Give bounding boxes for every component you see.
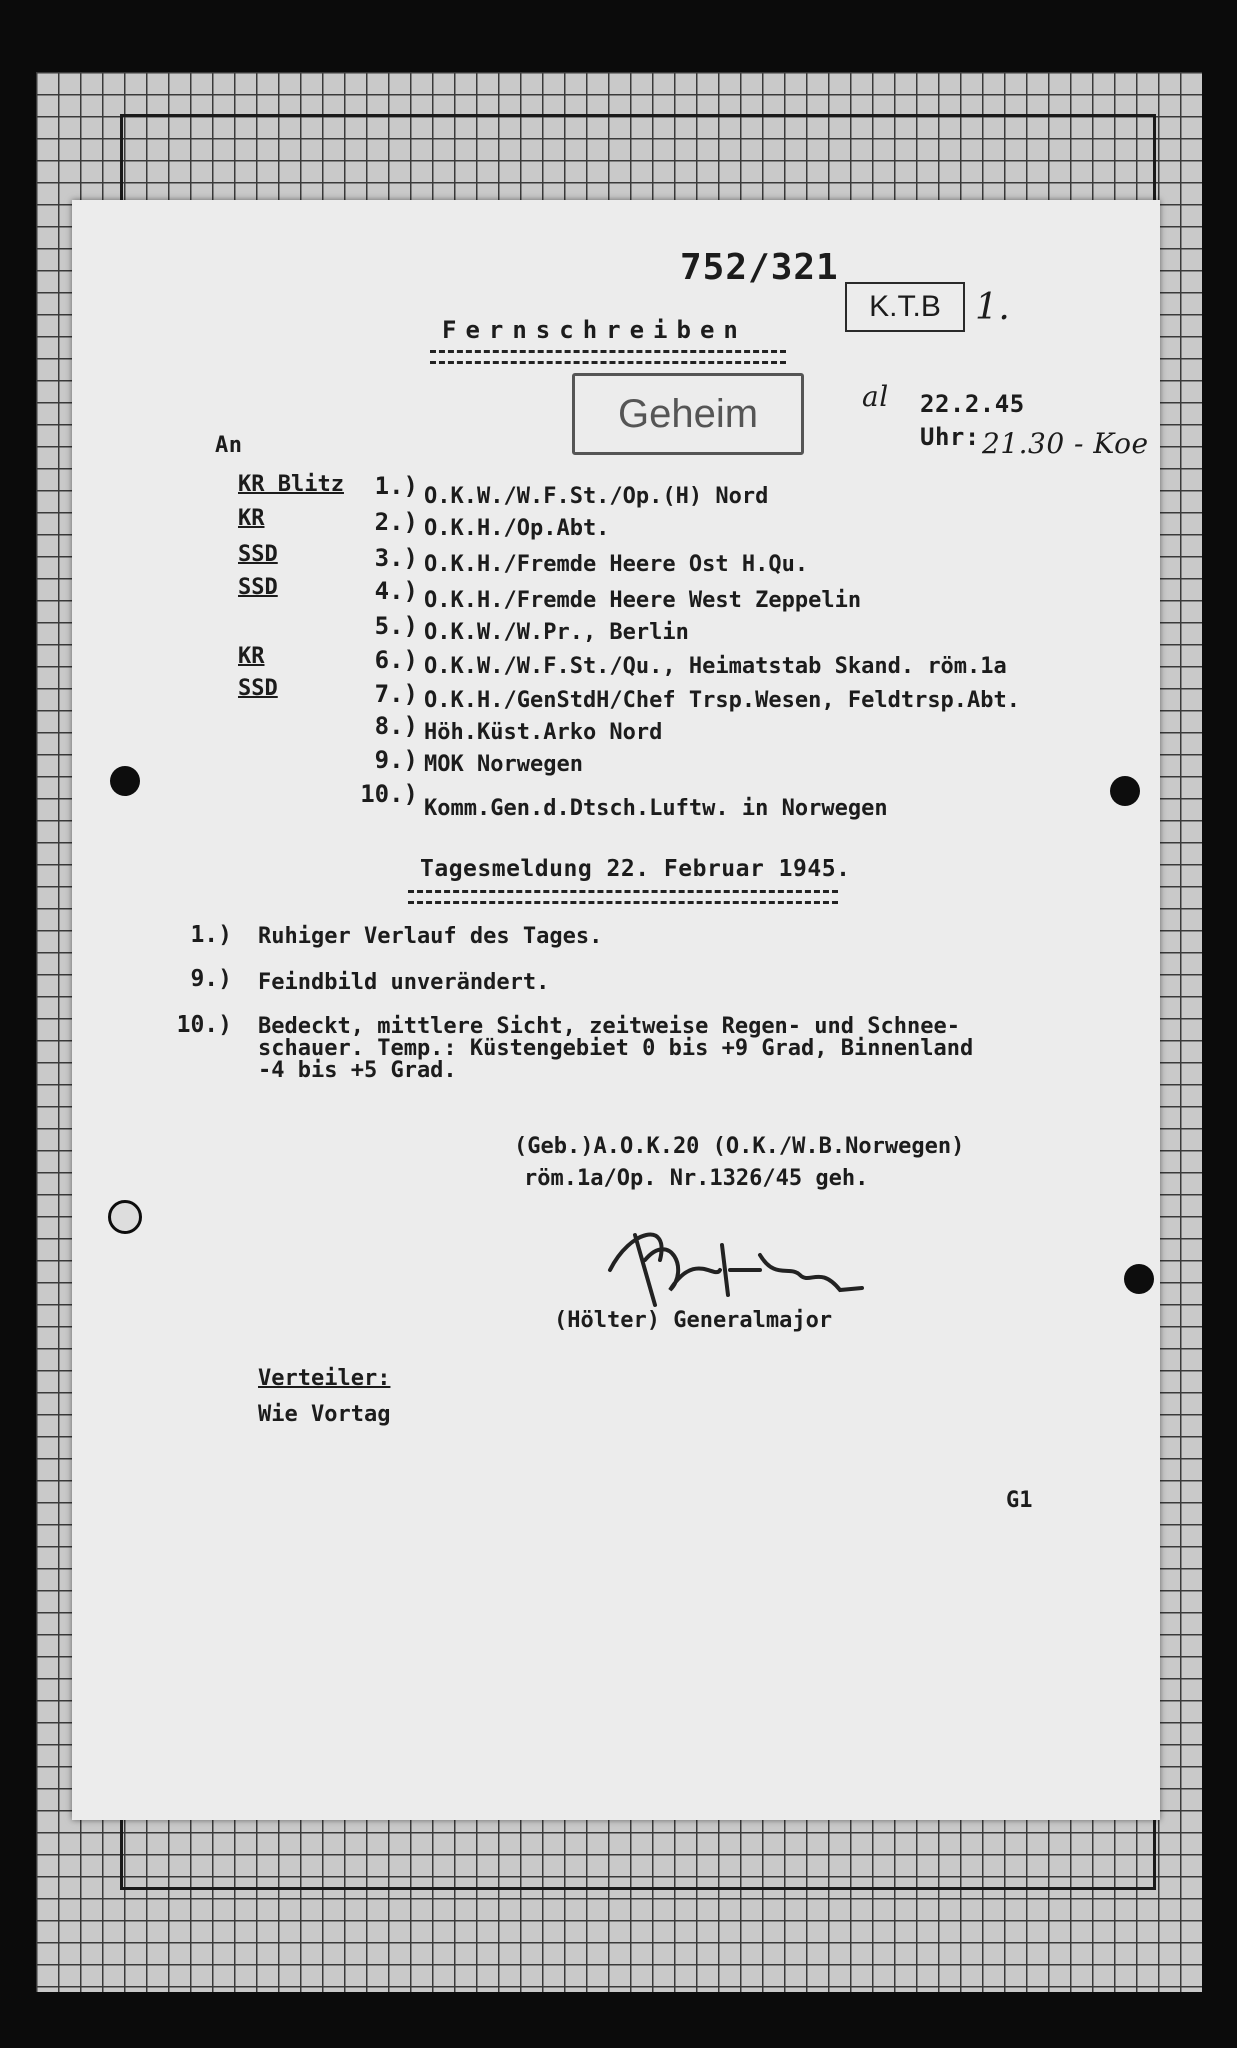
- punch-hole: [110, 766, 140, 796]
- report-item-number: 1.): [190, 922, 232, 948]
- sender-reference: röm.1a/Op. Nr.1326/45 geh.: [524, 1166, 869, 1191]
- title-underline: [430, 350, 786, 364]
- report-item-number: 9.): [190, 966, 232, 992]
- recipient-number: 3.): [374, 544, 418, 572]
- distribution-value: Wie Vortag: [258, 1402, 391, 1427]
- punch-hole: [108, 1200, 142, 1234]
- recipient-priority: SSD: [238, 575, 278, 600]
- time-handwritten: 21.30 - Koe: [982, 427, 1149, 460]
- punch-hole: [1124, 1264, 1154, 1294]
- recipient-number: 7.): [374, 680, 418, 708]
- time-label: Uhr:: [920, 423, 980, 451]
- recipient-destination: O.K.W./W.Pr., Berlin: [424, 620, 689, 645]
- report-item-text: Feindbild unverändert.: [258, 970, 550, 995]
- recipient-priority: SSD: [238, 542, 278, 567]
- recipient-priority: KR: [238, 644, 265, 669]
- recipient-number: 9.): [374, 746, 418, 774]
- ktb-stamp: K.T.B: [845, 282, 965, 332]
- recipient-destination: O.K.H./GenStdH/Chef Trsp.Wesen, Feldtrsp.Abt.: [424, 688, 1021, 713]
- recipient-number: 1.): [374, 472, 418, 500]
- recipient-priority: KR Blitz: [238, 472, 344, 497]
- recipients-label: An: [215, 433, 243, 458]
- distribution-label: Verteiler:: [258, 1366, 391, 1391]
- report-title-underline: [408, 890, 838, 904]
- punch-hole: [1110, 776, 1140, 806]
- signer-name: (Hölter) Generalmajor: [554, 1308, 833, 1333]
- handwritten-signature: [600, 1210, 870, 1320]
- classification-stamp: Geheim: [572, 373, 804, 455]
- document-number: 752/321: [680, 247, 839, 288]
- report-item-text: -4 bis +5 Grad.: [258, 1058, 457, 1083]
- recipient-priority: SSD: [238, 676, 278, 701]
- recipient-number: 8.): [374, 712, 418, 740]
- recipient-destination: MOK Norwegen: [424, 752, 583, 777]
- recipient-destination: Komm.Gen.d.Dtsch.Luftw. in Norwegen: [424, 796, 888, 821]
- recipient-priority: KR: [238, 506, 265, 531]
- sender-line: (Geb.)A.O.K.20 (O.K./W.B.Norwegen): [514, 1134, 965, 1159]
- date-value: 22.2.45: [920, 390, 1025, 418]
- recipient-number: 4.): [374, 577, 418, 605]
- recipient-number: 2.): [374, 508, 418, 536]
- ktb-handwritten-number: 1.: [975, 287, 1011, 328]
- recipient-destination: Höh.Küst.Arko Nord: [424, 720, 663, 745]
- report-item-text: Bedeckt, mittlere Sicht, zeitweise Regen- und Schnee-: [258, 1014, 960, 1039]
- report-item-text: Ruhiger Verlauf des Tages.: [258, 924, 603, 949]
- recipient-destination: O.K.W./W.F.St./Qu., Heimatstab Skand. röm.1a: [424, 654, 1007, 679]
- report-item-number: 10.): [176, 1012, 232, 1038]
- report-title: Tagesmeldung 22. Februar 1945.: [420, 856, 851, 882]
- recipient-number: 10.): [360, 780, 418, 808]
- recipient-number: 6.): [374, 646, 418, 674]
- handwritten-mark: al: [862, 380, 889, 413]
- recipient-destination: O.K.H./Op.Abt.: [424, 516, 610, 541]
- recipient-destination: O.K.H./Fremde Heere West Zeppelin: [424, 588, 862, 613]
- recipient-destination: O.K.H./Fremde Heere Ost H.Qu.: [424, 552, 809, 577]
- header-title: Fernschreiben: [442, 316, 747, 344]
- recipient-number: 5.): [374, 612, 418, 640]
- footer-code: G1: [1006, 1488, 1033, 1513]
- recipient-destination: O.K.W./W.F.St./Op.(H) Nord: [424, 484, 769, 509]
- report-item-text: schauer. Temp.: Küstengebiet 0 bis +9 Grad, Binnenland: [258, 1036, 974, 1061]
